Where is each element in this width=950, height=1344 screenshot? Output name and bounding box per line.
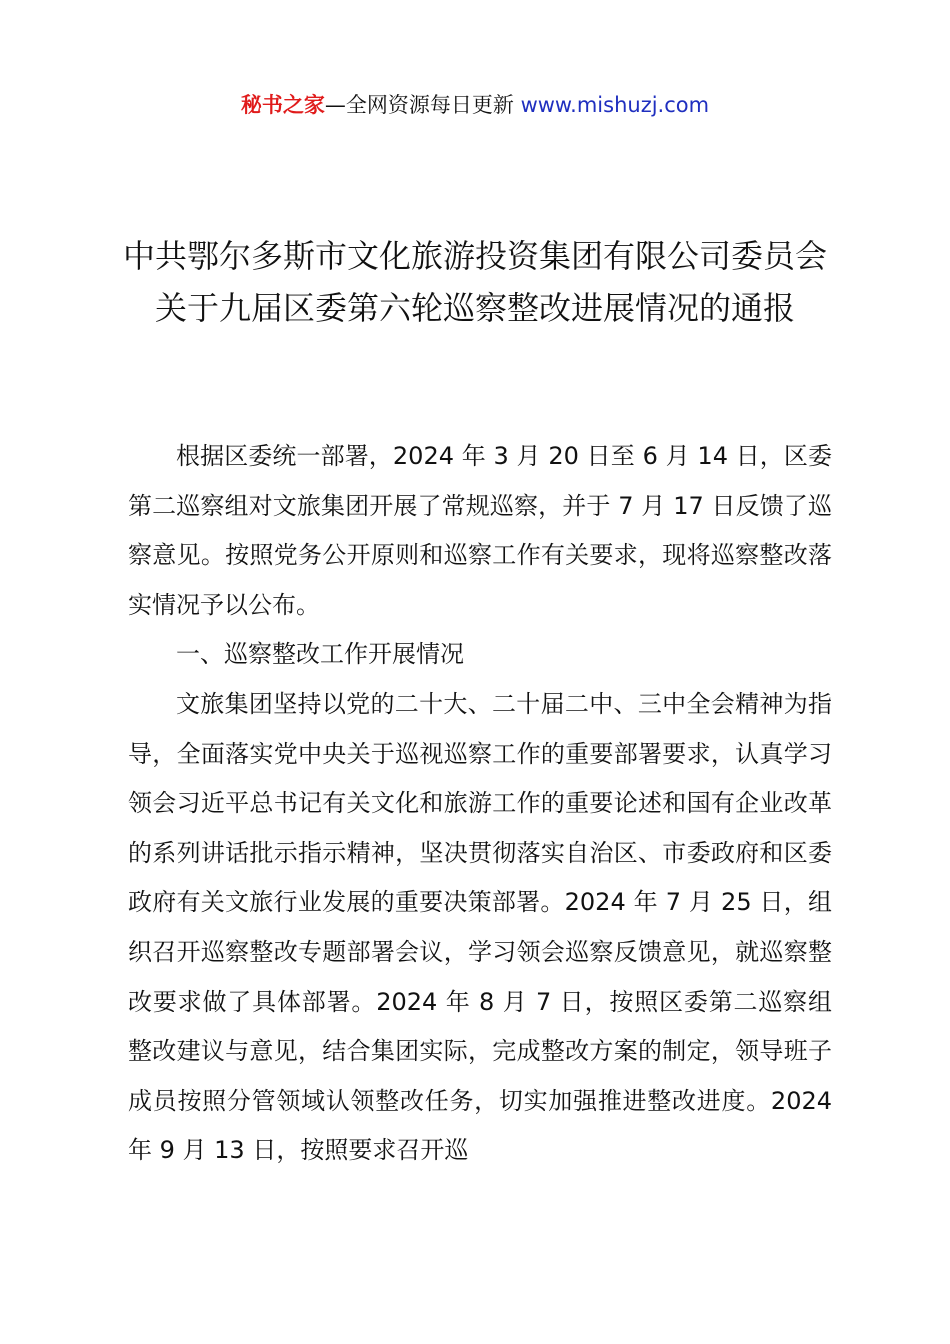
site-name: 秘书之家: [240, 93, 325, 117]
document-body: [128, 432, 832, 1176]
paragraph-intro: 根据区委统一部署，2024 年 3 月 20 日至 6 月 14 日，区委第二巡察组对文旅集团开展了常规巡察，并于 7 月 17 日反馈了巡察意见。按照党务公开原则和巡察工作有关要求，现将巡察整改落实情况予以公布。: [128, 442, 832, 619]
paragraph-section-1: 文旅集团坚持以党的二十大、二十届二中、三中全会精神为指导，全面落实党中央关于巡视巡察工作的重要部署要求，认真学习领会习近平总书记有关文化和旅游工作的重要论述和国有企业改革的系列讲话批示指示精神，坚决贯彻落实自治区、市委政府和区委政府有关文旅行业发展的重要决策部署。2024 年 7 月 25 日，组织召开巡察整改专题部署会议，学习领会巡察反馈意见，就巡察整改要求做了具体部署。2024 年 8 月 7 日，按照区委第二巡察组整改建议与意见，结合集团实际，完成整改方案的制定，领导班子成员按照分管领域认领整改任务，切实加强推进整改进度。2024 年 9 月 13 日，按照要求召开巡: [128, 689, 832, 1165]
site-header: [0, 88, 950, 122]
document-title: 中共鄂尔多斯市文化旅游投资集团有限公司委员会关于九届区委第六轮巡察整改进展情况的通报: [122, 237, 827, 327]
site-url-link[interactable]: www.mishuzj.com: [520, 93, 710, 117]
section-heading-1: 一、巡察整改工作开展情况: [176, 640, 464, 669]
site-tagline: —全网资源每日更新: [324, 93, 521, 117]
